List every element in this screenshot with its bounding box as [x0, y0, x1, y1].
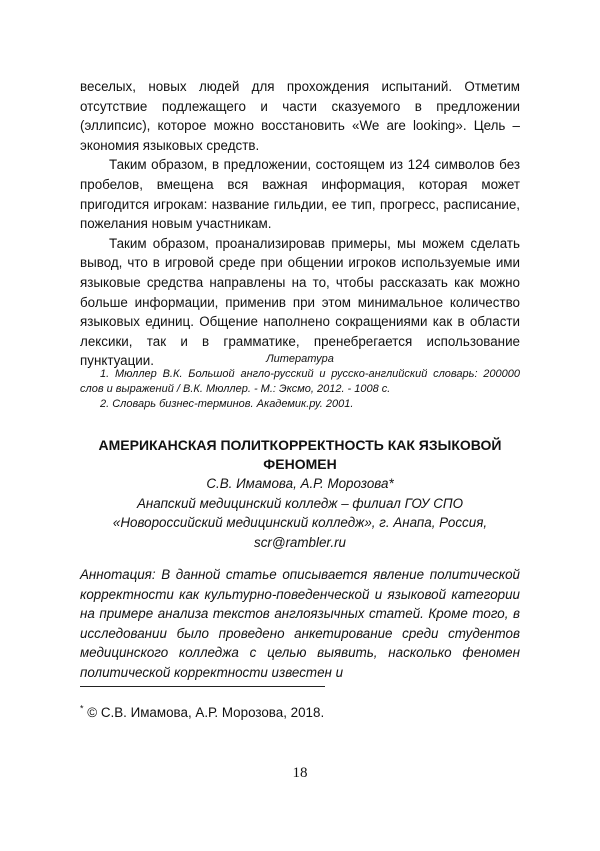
- article-header: [80, 436, 520, 552]
- article-title: АМЕРИКАНСКАЯ ПОЛИТКОРРЕКТНОСТЬ КАК ЯЗЫКОВОЙ ФЕНОМЕН: [98, 437, 502, 472]
- footnote-marker: *: [80, 703, 84, 714]
- paragraph-conclusion: Таким образом, проанализировав примеры, мы можем сделать вывод, что в игровой среде при общении игроков используемые ими языковые средства направлены на то, чтобы рассказать как можно больше информации, применив при этом минимальное количество языковых единиц. Общение наполнено сокращениями как в области лексики, так и в грамматике, пренебрегается использование пунктуации.: [80, 235, 520, 369]
- abstract-block: [80, 565, 520, 683]
- footnote: [80, 704, 520, 722]
- paragraph-continued: веселых, новых людей для прохождения испытаний. Отметим отсутствие подлежащего и части сказуемого в предложении (эллипсис), которое можно восстановить «We are looking». Цель – экономия языковых средств.: [80, 79, 520, 153]
- affiliation-line-1: Анапский медицинский колледж – филиал ГОУ СПО: [136, 495, 464, 511]
- article-authors: С.В. Имамова, А.Р. Морозова*: [206, 476, 394, 491]
- affiliation-line-2: «Новороссийский медицинский колледж», г. Анапа, Россия,: [112, 515, 488, 530]
- references-heading: Литература: [266, 353, 334, 365]
- reference-item: 1. Мюллер В.К. Большой англо-русский и русско-английский словарь: 200000 слов и выражений / В.К. Мюллер. - М.: Эксмо, 2012. - 1008 с.: [80, 368, 520, 395]
- paragraph-summary-1: Таким образом, в предложении, состоящем из 124 символов без пробелов, вмещена вся важная информация, которая может пригодится игрокам: название гильдии, ее тип, прогресс, расписание, пожелания новым участникам.: [80, 157, 520, 232]
- footnote-text: © С.В. Имамова, А.Р. Морозова, 2018.: [87, 705, 325, 720]
- page-number: 18: [292, 765, 308, 781]
- references: [80, 351, 520, 412]
- reference-item: 2. Словарь бизнес-терминов. Академик.ру. 2001.: [100, 398, 354, 410]
- abstract-text: Аннотация: В данной статье описывается явление политической корректности как культурно-поведенческой и языковой категории на примере анализа текстов англоязычных статей. Кроме того, в исследовании было проведено анкетирование среди студентов медицинского колледжа с целью выявить, насколько феномен политической корректности известен и: [80, 567, 520, 680]
- author-email: scr@rambler.ru: [254, 534, 346, 550]
- body-text: [80, 77, 520, 371]
- footnote-divider: [80, 686, 325, 687]
